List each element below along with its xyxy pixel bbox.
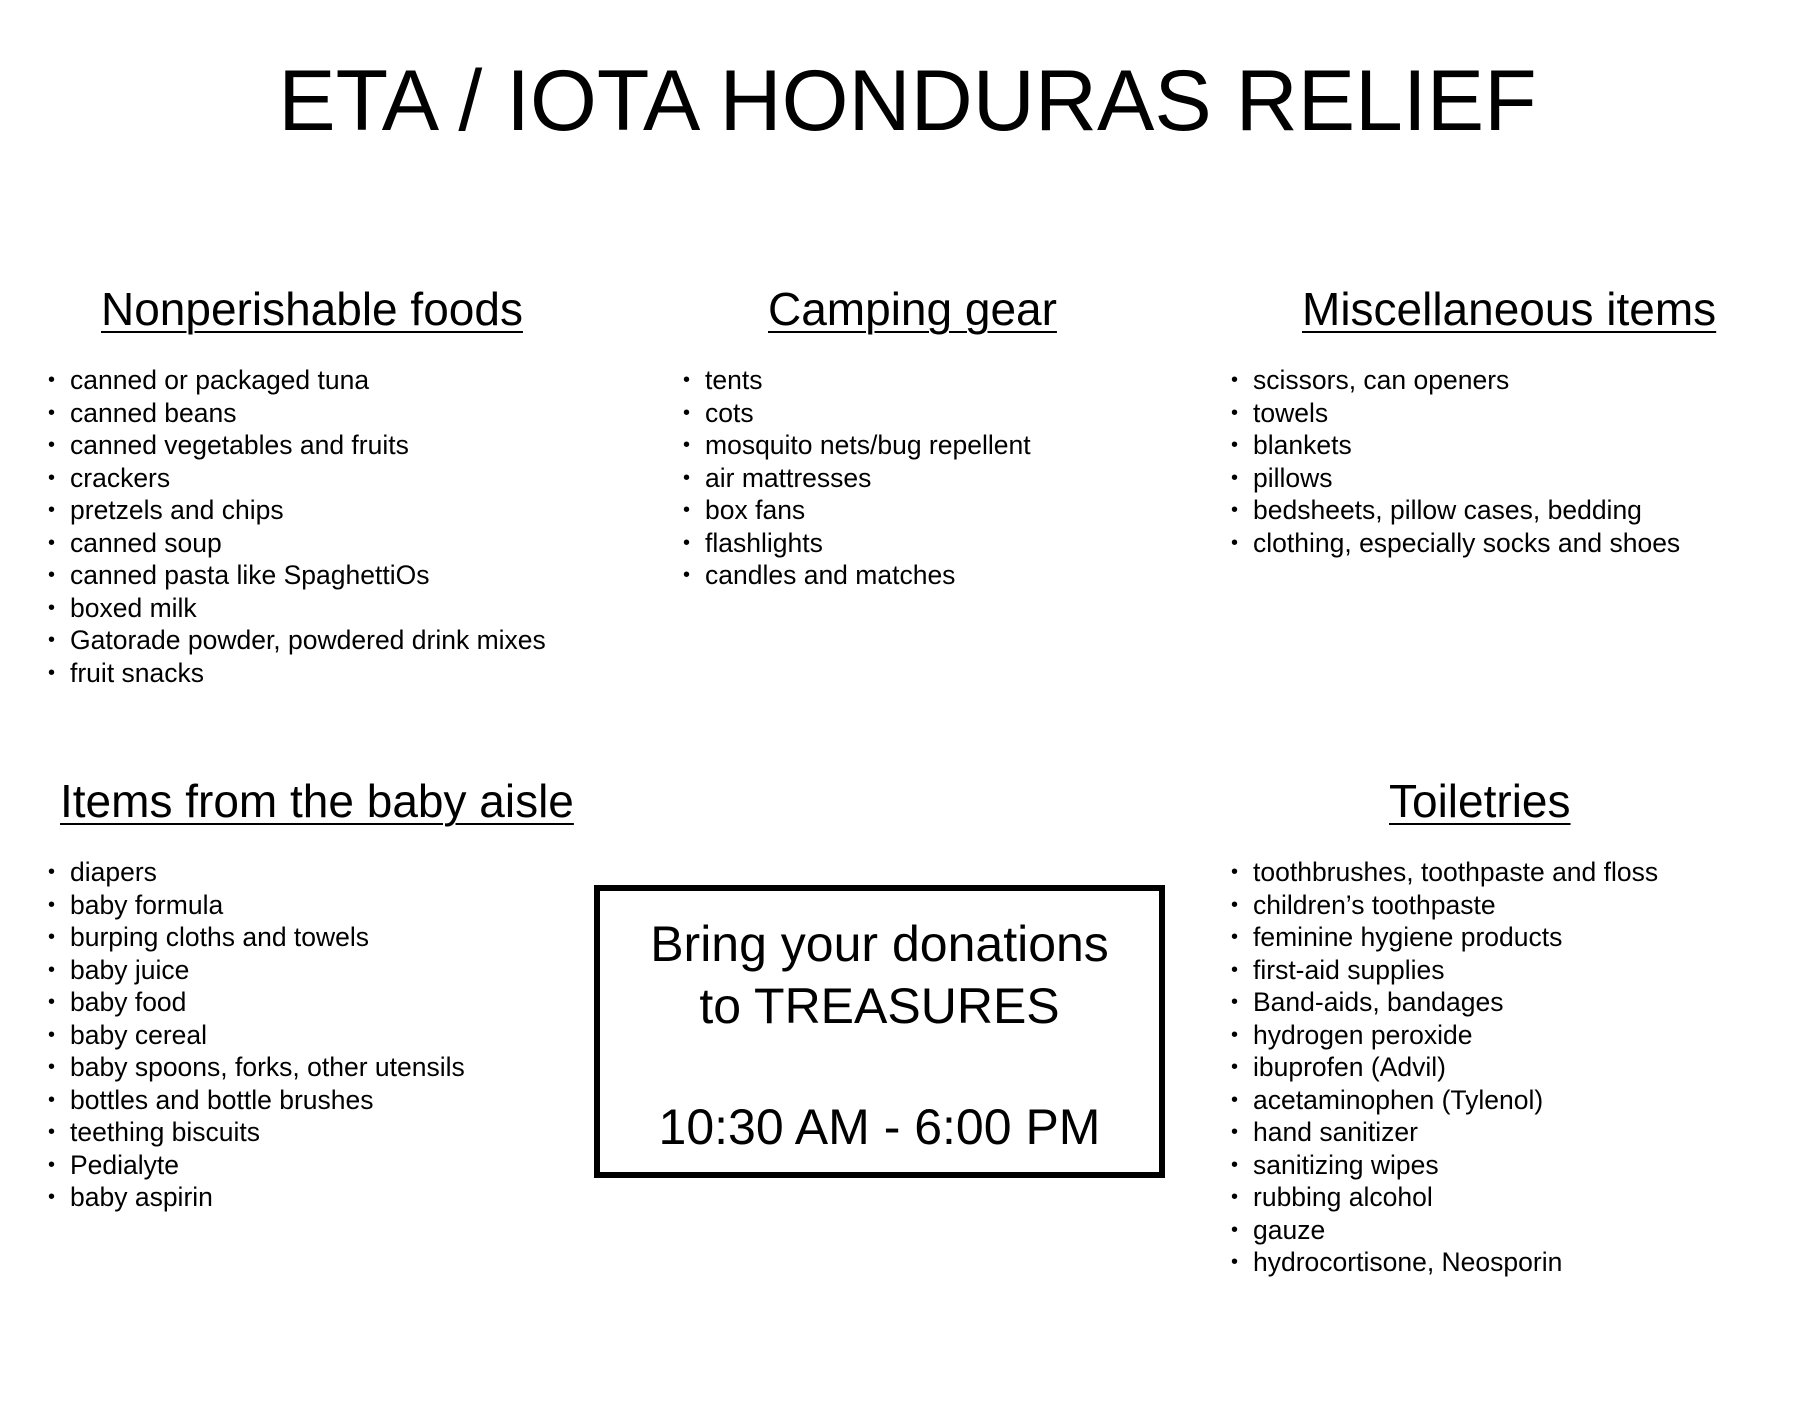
list-item: • baby cereal (48, 1019, 465, 1052)
list-item: • burping cloths and towels (48, 921, 465, 954)
list-item: • canned pasta like SpaghettiOs (48, 559, 546, 592)
list-baby-aisle (48, 856, 465, 1214)
list-item: • clothing, especially socks and shoes (1231, 527, 1680, 560)
heading-nonperishable-foods: Nonperishable foods (101, 283, 523, 335)
list-camping-gear (683, 364, 1031, 592)
donation-line-2: to TREASURES (699, 978, 1060, 1034)
list-item: • crackers (48, 462, 546, 495)
list-item: • towels (1231, 397, 1680, 430)
list-item: • hand sanitizer (1231, 1116, 1658, 1149)
list-item: • blankets (1231, 429, 1680, 462)
list-item: • scissors, can openers (1231, 364, 1680, 397)
list-item: • gauze (1231, 1214, 1658, 1247)
list-miscellaneous-items (1231, 364, 1680, 559)
list-item: • air mattresses (683, 462, 1031, 495)
list-item: • rubbing alcohol (1231, 1181, 1658, 1214)
donation-info-box (594, 885, 1165, 1178)
list-item: • hydrogen peroxide (1231, 1019, 1658, 1052)
donation-hours (600, 1096, 1159, 1158)
list-item: • Band-aids, bandages (1231, 986, 1658, 1019)
list-item: • sanitizing wipes (1231, 1149, 1658, 1182)
list-item: • diapers (48, 856, 465, 889)
list-item: • box fans (683, 494, 1031, 527)
list-item: • feminine hygiene products (1231, 921, 1658, 954)
list-item: • fruit snacks (48, 657, 546, 690)
page-title: ETA / IOTA HONDURAS RELIEF (278, 53, 1537, 149)
heading-toiletries: Toiletries (1389, 775, 1571, 827)
list-item: • baby juice (48, 954, 465, 987)
list-item: • tents (683, 364, 1031, 397)
list-item: • pretzels and chips (48, 494, 546, 527)
list-nonperishable-foods (48, 364, 546, 689)
list-item: • flashlights (683, 527, 1031, 560)
heading-miscellaneous-items: Miscellaneous items (1302, 283, 1717, 335)
list-item: • baby spoons, forks, other utensils (48, 1051, 465, 1084)
list-item: • canned vegetables and fruits (48, 429, 546, 462)
list-item: • first-aid supplies (1231, 954, 1658, 987)
list-item: • boxed milk (48, 592, 546, 625)
list-item: • canned or packaged tuna (48, 364, 546, 397)
list-toiletries (1231, 856, 1658, 1279)
heading-camping-gear: Camping gear (768, 283, 1057, 335)
list-item: • cots (683, 397, 1031, 430)
list-item: • baby aspirin (48, 1181, 465, 1214)
list-item: • bottles and bottle brushes (48, 1084, 465, 1117)
list-item: • canned soup (48, 527, 546, 560)
list-item: • Gatorade powder, powdered drink mixes (48, 624, 546, 657)
heading-baby-aisle: Items from the baby aisle (60, 775, 574, 827)
list-item: • bedsheets, pillow cases, bedding (1231, 494, 1680, 527)
donation-message (600, 913, 1159, 1037)
list-item: • canned beans (48, 397, 546, 430)
list-item: • children’s toothpaste (1231, 889, 1658, 922)
list-item: • hydrocortisone, Neosporin (1231, 1246, 1658, 1279)
list-item: • baby formula (48, 889, 465, 922)
list-item: • candles and matches (683, 559, 1031, 592)
donation-line-1: Bring your donations (650, 916, 1109, 972)
list-item: • pillows (1231, 462, 1680, 495)
list-item: • Pedialyte (48, 1149, 465, 1182)
list-item: • toothbrushes, toothpaste and floss (1231, 856, 1658, 889)
list-item: • acetaminophen (Tylenol) (1231, 1084, 1658, 1117)
list-item: • teething biscuits (48, 1116, 465, 1149)
list-item: • ibuprofen (Advil) (1231, 1051, 1658, 1084)
list-item: • mosquito nets/bug repellent (683, 429, 1031, 462)
list-item: • baby food (48, 986, 465, 1019)
donation-hours-text: 10:30 AM - 6:00 PM (658, 1099, 1101, 1155)
